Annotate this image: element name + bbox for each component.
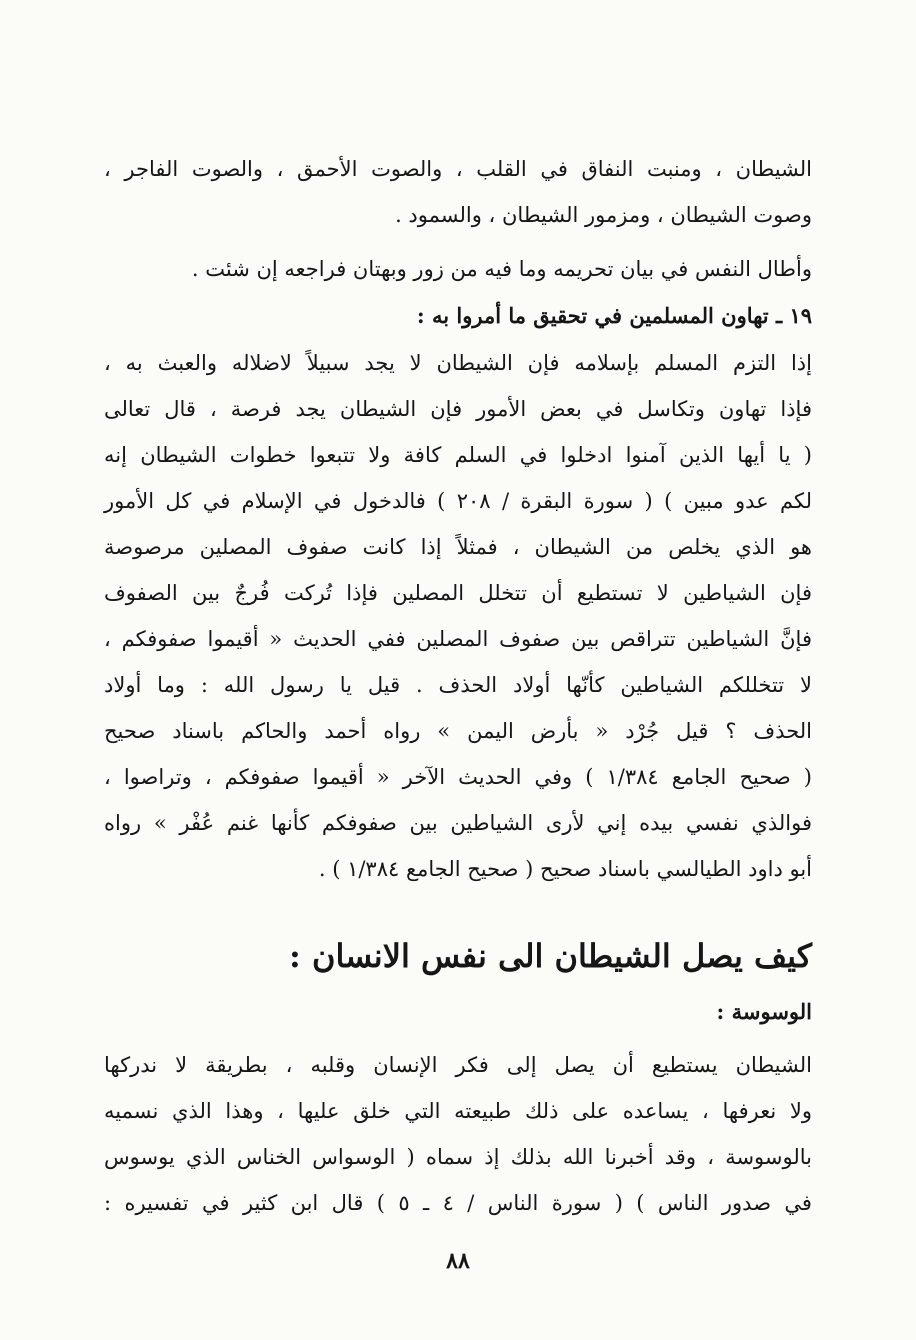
text-line: بالوسوسة ، وقد أخبرنا الله بذلك إذ سماه ( الوسواس الخناس الذي يوسوس (104, 1145, 812, 1169)
text-line: فإذا تهاون وتكاسل في بعض الأمور فإن الشيطان يجد فرصة ، قال تعالى (104, 397, 812, 421)
text-line: ولا نعرفها ، يساعده على ذلك طبيعته التي خلق عليها ، وهذا الذي نسميه (104, 1099, 812, 1123)
text-line: إذا التزم المسلم بإسلامه فإن الشيطان لا يجد سبيلاً لاضلاله والعبث به ، (104, 351, 812, 375)
paragraph-waswasa (104, 1042, 812, 1226)
text-line: فوالذي نفسي بيده إني لأرى الشياطين بين صفوفكم كأنها غنم عُفْر » رواه (104, 811, 812, 835)
text-line: لكم عدو مبين ) ( سورة البقرة / ٢٠٨ ) فالدخول في الإسلام في كل الأمور (104, 489, 813, 513)
text-line: ( يا أيها الذين آمنوا ادخلوا في السلم كافة ولا تتبعوا خطوات الشيطان إنه (104, 443, 812, 467)
text-line: لا تتخللكم الشياطين كأنّها أولاد الحذف . قيل يا رسول الله : وما أولاد (104, 673, 812, 697)
text-line: الحذف ؟ قيل جُرْد « بأرض اليمن » رواه أحمد والحاكم باسناد صحيح (104, 719, 812, 743)
page-body (104, 146, 812, 1226)
text-line: وصوت الشيطان ، ومزمور الشيطان ، والسمود . (395, 203, 812, 227)
text-line: هو الذي يخلص من الشيطان ، فمثلاً إذا كانت صفوف المصلين مرصوصة (104, 535, 812, 559)
paragraph-intro: وأطال النفس في بيان تحريمه وما فيه من زور وبهتان فراجعه إن شئت . (191, 257, 812, 281)
subsection-title: الوسوسة : (716, 999, 812, 1024)
page-number: ٨٨ (446, 1248, 470, 1274)
text-line: في صدور الناس ) ( سورة الناس / ٤ ـ ٥ ) قال ابن كثير في تفسيره : (104, 1191, 812, 1215)
heading-point-19: ١٩ ـ تهاون المسلمين في تحقيق ما أمروا به : (416, 303, 812, 328)
text-line: فإن الشياطين لا تستطيع أن تتخلل المصلين فإذا تُركت فُرجٌ بين الصفوف (104, 581, 812, 605)
text-line: الشيطان ، ومنبت النفاق في القلب ، والصوت الأحمق ، والصوت الفاجر ، (104, 157, 812, 181)
paragraph-continuation (104, 146, 812, 238)
text-line: فإنَّ الشياطين تتراقص بين صفوف المصلين ففي الحديث « أقيموا صفوفكم ، (104, 627, 812, 651)
text-line: الشيطان يستطيع أن يصل إلى فكر الإنسان وقلبه ، بطريقة لا ندركها (104, 1053, 812, 1077)
text-line: أبو داود الطيالسي باسناد صحيح ( صحيح الجامع ١/٣٨٤ ) . (318, 857, 812, 881)
section-title: كيف يصل الشيطان الى نفس الانسان : (289, 937, 812, 975)
text-line: ( صحيح الجامع ١/٣٨٤ ) وفي الحديث الآخر « أقيموا صفوفكم ، وتراصوا ، (104, 765, 812, 789)
paragraph-point-19 (104, 340, 812, 892)
